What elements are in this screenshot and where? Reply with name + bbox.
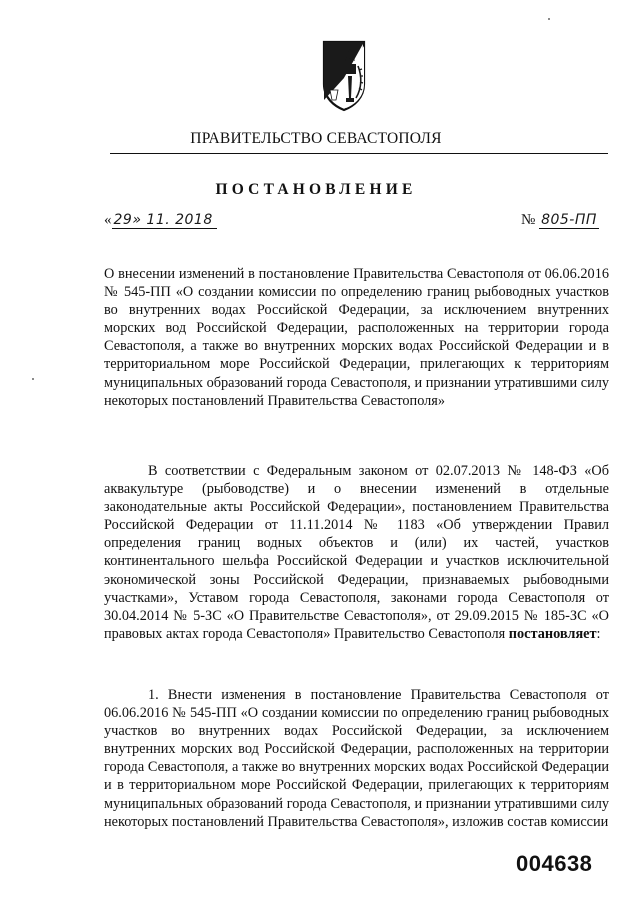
number-prefix: № bbox=[521, 212, 536, 228]
sevastopol-coat-of-arms-icon bbox=[322, 40, 366, 112]
basis-text: В соответствии с Федеральным законом от 02.07.2013 № 148-ФЗ «Об аквакультуре (рыбоводстве) и о внесении изменений в отдельные законодательные акты Российской Федерации», постановлением Правительства Российской Федерации от 11.11.2014 № 1183 «Об утверждении Правил определения границ водных объектов и (или) их частей, участков континентального шельфа Российской Федерации и участков исключительной экономической зоны Российской Федерации, признаваемых рыбоводными участками», Уставом города Севастополя, законами города Севастополя от 30.04.2014 № 5-ЗС «О Правительстве Севастополя», от 29.09.2015 № 185-ЗС «О правовых актах города Севастополя» Правительство Севастополя bbox=[104, 463, 609, 642]
number-field bbox=[521, 212, 599, 229]
date-handwritten: 29» 11. 2018 bbox=[112, 212, 217, 229]
date-field bbox=[104, 212, 217, 229]
number-handwritten: 805-ПП bbox=[541, 212, 597, 228]
basis-paragraph bbox=[104, 462, 609, 643]
item-1-paragraph: 1. Внести изменения в постановление Правительства Севастополя от 06.06.2016 № 545-ПП «О создании комиссии по определению границ рыбоводных участков во внутренних водах Российской Федерации, за исключением внутренних морских вод Российской Федерации, расположенных на территории города Севастополя, а также во внутренних морских водах Российской Федерации и в территориальном море Российской Федерации, прилегающих к территориям муниципальных образований города Севастополя, и признании утратившими силу некоторых постановлений Правительства Севастополя», изложив состав комиссии bbox=[104, 687, 609, 830]
decree-word: постановляет bbox=[508, 625, 597, 642]
government-title: ПРАВИТЕЛЬСТВО СЕВАСТОПОЛЯ bbox=[190, 130, 442, 147]
header-divider bbox=[110, 153, 608, 154]
basis-colon: : bbox=[596, 625, 601, 642]
document-subject: О внесении изменений в постановление Правительства Севастополя от 06.06.2016 № 545-ПП «О создании комиссии по определению границ рыбоводных участков во внутренних водах Российской Федерации, за исключением внутренних морских вод Российской Федерации, расположенных на территории города Севастополя, а также во внутренних морских водах Российской Федерации и в территориальном море Российской Федерации, прилегающих к территориям муниципальных образований города Севастополя, и признании утратившими силу некоторых постановлений Правительства Севастополя» bbox=[104, 266, 609, 409]
scan-speck bbox=[32, 378, 34, 380]
document-type-heading: ПОСТАНОВЛЕНИЕ bbox=[215, 181, 417, 198]
serial-number-stamp: 004638 bbox=[516, 851, 593, 876]
scan-speck bbox=[548, 18, 550, 20]
date-open-quote: « bbox=[104, 212, 112, 228]
